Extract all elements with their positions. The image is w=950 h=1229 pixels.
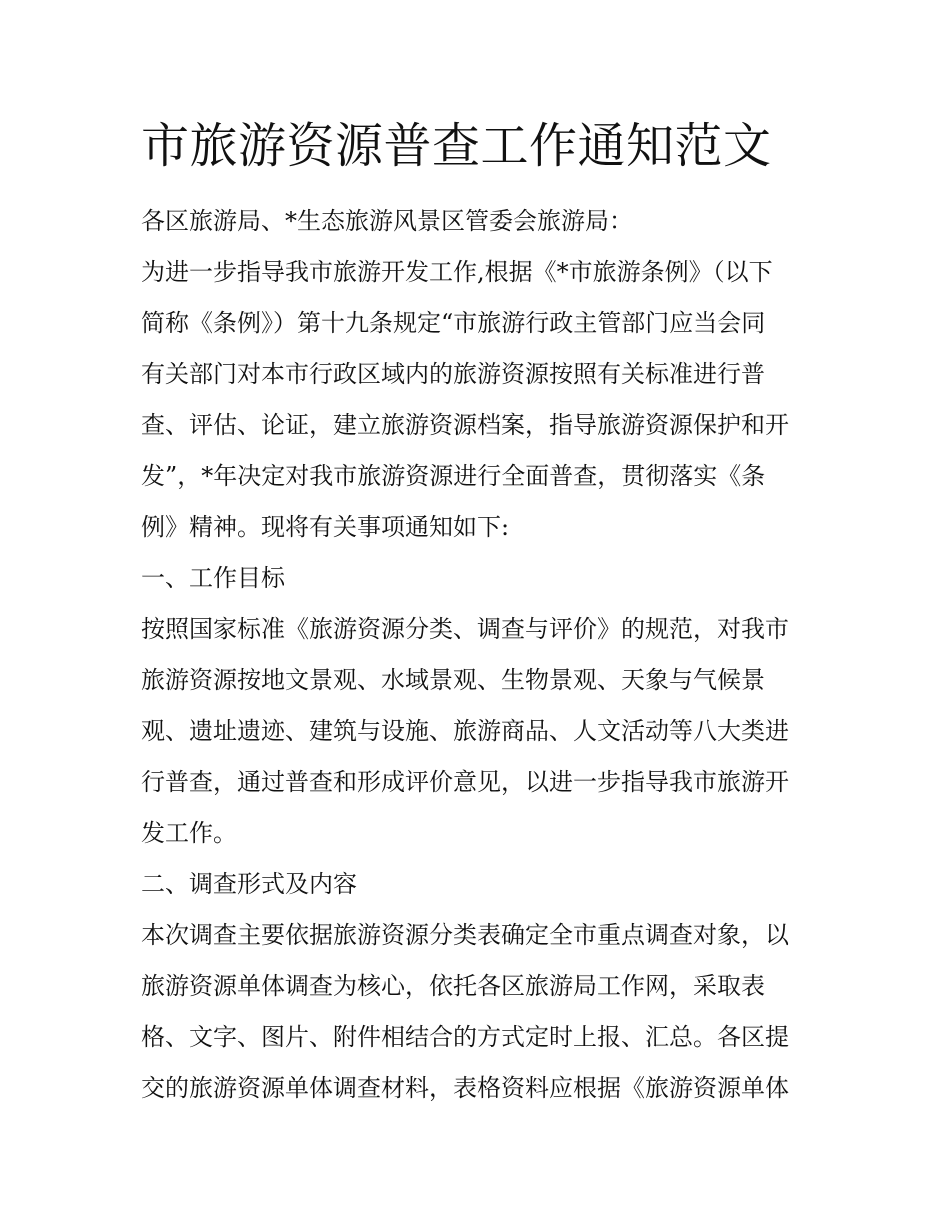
paragraph-line: 旅游资源单体调查为核心，依托各区旅游局工作网，采取表 <box>141 972 765 1000</box>
document-title: 市旅游资源普查工作通知范文 <box>141 118 772 174</box>
paragraph-line: 旅游资源按地文景观、水域景观、生物景观、天象与气候景 <box>141 666 765 694</box>
salutation-line: 各区旅游局、*生态旅游风景区管委会旅游局： <box>141 207 633 235</box>
paragraph-line: 行普查，通过普查和形成评价意见，以进一步指导我市旅游开 <box>141 768 789 796</box>
paragraph-line: 为进一步指导我市旅游开发工作,根据《*市旅游条例》（以下 <box>141 258 773 286</box>
paragraph-line: 发工作。 <box>141 819 237 847</box>
paragraph-line: 查、评估、论证，建立旅游资源档案，指导旅游资源保护和开 <box>141 411 789 439</box>
paragraph-line: 交的旅游资源单体调查材料，表格资料应根据《旅游资源单体 <box>141 1074 789 1102</box>
paragraph-line: 按照国家标准《旅游资源分类、调查与评价》的规范，对我市 <box>141 615 789 643</box>
paragraph-line: 格、文字、图片、附件相结合的方式定时上报、汇总。各区提 <box>141 1023 789 1051</box>
paragraph-line: 例》精神。现将有关事项通知如下: <box>141 513 510 541</box>
section-heading: 二、调查形式及内容 <box>141 870 357 898</box>
paragraph-line: 观、遗址遗迹、建筑与设施、旅游商品、人文活动等八大类进 <box>141 717 789 745</box>
document-body <box>141 196 821 1114</box>
paragraph-line: 简称《条例》）第十九条规定“市旅游行政主管部门应当会同 <box>141 309 766 337</box>
paragraph-line: 发”，*年决定对我市旅游资源进行全面普查，贯彻落实《条 <box>141 462 766 490</box>
section-heading: 一、工作目标 <box>141 564 285 592</box>
paragraph-line: 本次调查主要依据旅游资源分类表确定全市重点调查对象，以 <box>141 921 789 949</box>
paragraph-line: 有关部门对本市行政区域内的旅游资源按照有关标准进行普 <box>141 360 765 388</box>
